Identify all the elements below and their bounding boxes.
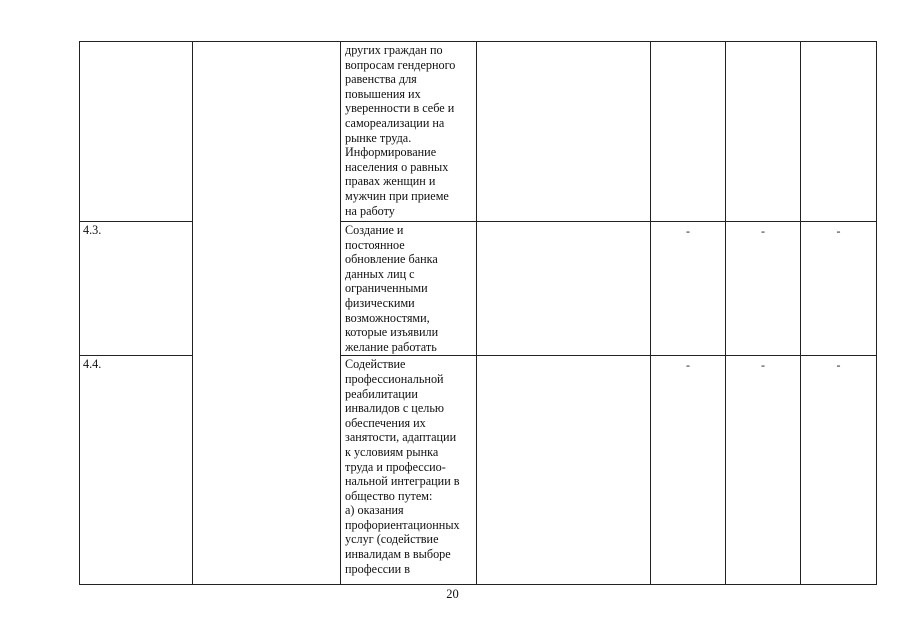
description-text: Содействие профессиональной реабилитации инвалидов с целью обеспечения их занятости, адаптации к условиям рынка труда и профессио- нальной интеграции в общество путем: а) оказания профориентационных услуг (содействие инвалидам в выборе профессии в [345, 357, 460, 576]
value-cell: - [651, 222, 726, 356]
page-number: 20 [446, 587, 459, 601]
value-cell: - [726, 222, 801, 356]
row-number-cell: 4.3. [80, 222, 193, 356]
row-number-cell: 4.4. [80, 356, 193, 585]
description-cell [341, 222, 477, 356]
value-cell: - [651, 356, 726, 585]
empty-cell [477, 222, 651, 356]
empty-cell [477, 42, 651, 222]
merged-empty-cell [193, 42, 341, 585]
description-text: других граждан по вопросам гендерного равенства для повышения их уверенности в себе и самореализации на рынке труда. Информирование населения о равных правах женщин и мужчин при приеме на работу [345, 43, 456, 218]
description-cell [341, 356, 477, 585]
value-cell: - [801, 222, 877, 356]
value-cell [651, 42, 726, 222]
value-cell [801, 42, 877, 222]
description-cell [341, 42, 477, 222]
value-cell [726, 42, 801, 222]
document-table [79, 41, 877, 585]
row-number-cell [80, 42, 193, 222]
table-row [80, 42, 877, 222]
description-text: Создание и постоянное обновление банка данных лиц с ограниченными физическими возможностями, которые изъявили желание работать [345, 223, 439, 354]
value-cell: - [801, 356, 877, 585]
empty-cell [477, 356, 651, 585]
value-cell: - [726, 356, 801, 585]
